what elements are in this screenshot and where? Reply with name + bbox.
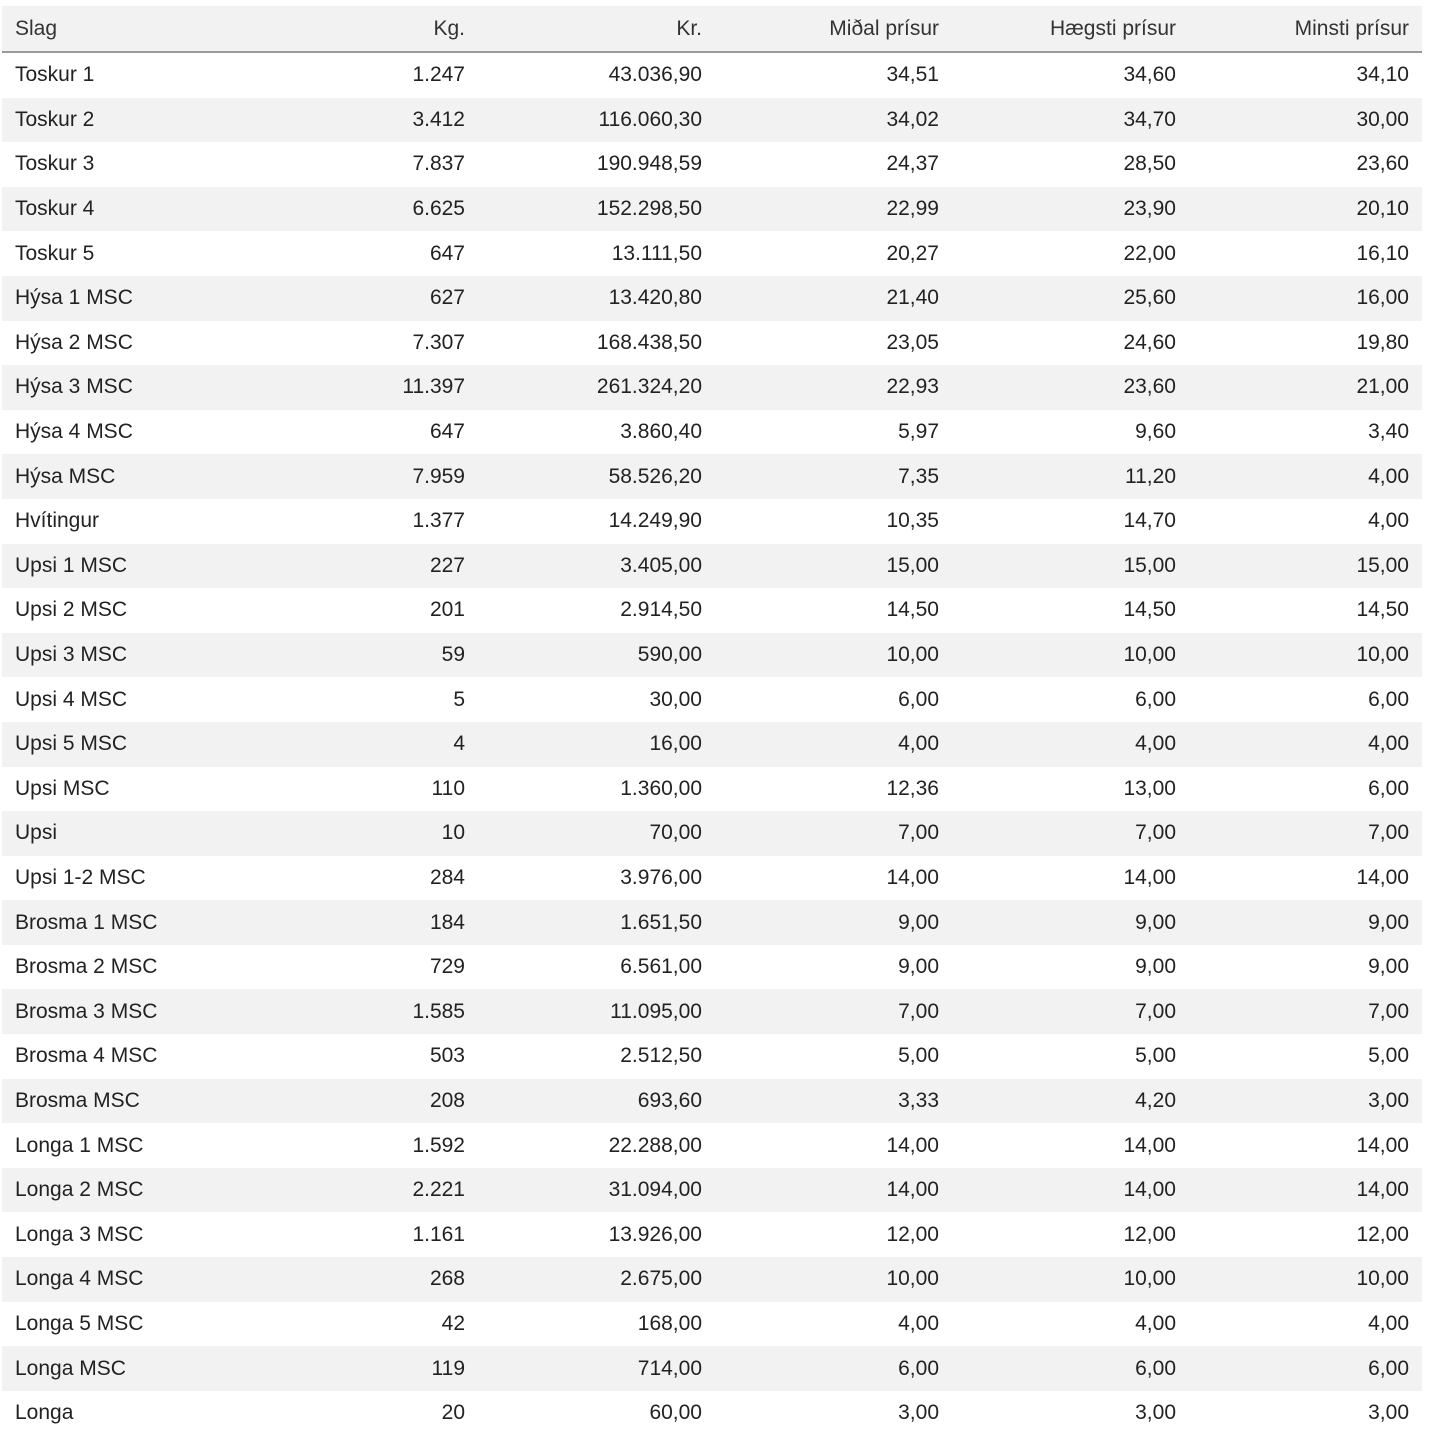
cell-average-price: 24,37 — [886, 152, 939, 176]
table-row — [2, 588, 1422, 633]
cell-kg: 59 — [242, 633, 478, 678]
cell-slag: Brosma 2 MSC — [15, 955, 158, 979]
cell-kg: 627 — [242, 276, 478, 321]
cell-slag: Upsi 1 MSC — [2, 544, 242, 589]
cell-kg: 284 — [429, 865, 465, 889]
table-row — [2, 900, 1422, 945]
cell-lowest-price: 14,00 — [1189, 1168, 1422, 1213]
table-row — [2, 321, 1422, 366]
cell-highest-price: 10,00 — [952, 633, 1189, 678]
cell-kg: 227 — [242, 544, 478, 589]
column-header-highest-price[interactable]: Hægsti prísur — [952, 6, 1189, 52]
cell-highest-price: 7,00 — [952, 811, 1189, 856]
cell-kr: 2.675,00 — [478, 1257, 715, 1302]
cell-kr: 70,00 — [478, 811, 715, 856]
cell-highest-price: 11,20 — [952, 454, 1189, 499]
cell-average-price: 34,02 — [715, 98, 952, 143]
cell-kr: 58.526,20 — [478, 454, 715, 499]
cell-average-price: 7,00 — [715, 989, 952, 1034]
table-row — [2, 1079, 1422, 1124]
cell-slag: Hýsa MSC — [2, 454, 242, 499]
table-row — [2, 945, 1422, 990]
cell-average-price: 5,00 — [898, 1044, 939, 1068]
cell-slag: Brosma 3 MSC — [2, 989, 242, 1034]
cell-lowest-price: 6,00 — [1189, 1346, 1422, 1391]
cell-kg: 4 — [242, 722, 478, 767]
cell-kr: 152.298,50 — [478, 187, 715, 232]
cell-slag: Toskur 4 — [2, 187, 242, 232]
cell-kg: 1.161 — [412, 1222, 465, 1246]
cell-highest-price: 5,00 — [1135, 1044, 1176, 1068]
cell-average-price: 12,00 — [886, 1222, 939, 1246]
cell-kg: 268 — [242, 1257, 478, 1302]
cell-kg: 208 — [242, 1079, 478, 1124]
cell-kr: 2.914,50 — [620, 598, 702, 622]
cell-lowest-price: 10,00 — [1189, 1257, 1422, 1302]
price-table — [2, 6, 1422, 1435]
table-row — [2, 633, 1422, 678]
cell-kr: 13.111,50 — [611, 241, 702, 265]
cell-kr: 11.095,00 — [478, 989, 715, 1034]
cell-lowest-price: 16,10 — [1356, 241, 1409, 265]
cell-kr: 14.249,90 — [608, 509, 702, 533]
table-row — [2, 1391, 1422, 1435]
cell-highest-price: 14,00 — [1123, 865, 1176, 889]
cell-lowest-price: 10,00 — [1189, 633, 1422, 678]
cell-average-price: 3,33 — [715, 1079, 952, 1124]
cell-slag: Longa 1 MSC — [15, 1133, 144, 1157]
cell-kr: 13.420,80 — [478, 276, 715, 321]
table-body — [2, 52, 1422, 1435]
column-header-lowest-price[interactable]: Minsti prísur — [1189, 6, 1422, 52]
cell-kr: 6.561,00 — [620, 955, 702, 979]
table-row — [2, 276, 1422, 321]
table-row — [2, 410, 1422, 455]
cell-lowest-price: 3,00 — [1189, 1079, 1422, 1124]
cell-highest-price: 3,00 — [1135, 1401, 1176, 1425]
cell-lowest-price: 6,00 — [1368, 687, 1409, 711]
table-row — [2, 1034, 1422, 1079]
cell-lowest-price: 19,80 — [1356, 330, 1409, 354]
cell-highest-price: 23,90 — [952, 187, 1189, 232]
cell-lowest-price: 4,00 — [1368, 1311, 1409, 1335]
cell-lowest-price: 16,00 — [1189, 276, 1422, 321]
table-header — [2, 6, 1422, 52]
cell-highest-price: 14,00 — [1123, 1133, 1176, 1157]
cell-lowest-price: 14,00 — [1356, 865, 1409, 889]
cell-slag: Longa MSC — [2, 1346, 242, 1391]
cell-highest-price: 9,00 — [1135, 955, 1176, 979]
cell-lowest-price: 23,60 — [1356, 152, 1409, 176]
cell-slag: Brosma MSC — [2, 1079, 242, 1124]
cell-kr: 16,00 — [478, 722, 715, 767]
table-row — [2, 677, 1422, 722]
table-row — [2, 365, 1422, 410]
cell-slag: Longa 3 MSC — [15, 1222, 144, 1246]
column-header-kg[interactable]: Kg. — [242, 6, 478, 52]
cell-lowest-price: 7,00 — [1189, 811, 1422, 856]
cell-lowest-price: 30,00 — [1189, 98, 1422, 143]
table-row — [2, 1168, 1422, 1213]
cell-lowest-price: 14,50 — [1356, 598, 1409, 622]
table-row — [2, 1257, 1422, 1302]
table-row — [2, 1123, 1422, 1168]
cell-highest-price: 24,60 — [1123, 330, 1176, 354]
cell-average-price: 14,00 — [715, 1168, 952, 1213]
cell-slag: Hýsa 1 MSC — [2, 276, 242, 321]
cell-highest-price: 6,00 — [952, 1346, 1189, 1391]
cell-kg: 6.625 — [242, 187, 478, 232]
cell-average-price: 14,50 — [886, 598, 939, 622]
cell-slag: Toskur 2 — [2, 98, 242, 143]
cell-average-price: 21,40 — [715, 276, 952, 321]
cell-slag: Hýsa 3 MSC — [2, 365, 242, 410]
cell-kg: 184 — [242, 900, 478, 945]
cell-kr: 2.512,50 — [620, 1044, 702, 1068]
cell-lowest-price: 15,00 — [1189, 544, 1422, 589]
cell-highest-price: 12,00 — [1123, 1222, 1176, 1246]
cell-kr: 1.360,00 — [620, 776, 702, 800]
cell-lowest-price: 14,00 — [1356, 1133, 1409, 1157]
cell-slag: Upsi MSC — [15, 776, 110, 800]
table-row — [2, 231, 1422, 276]
cell-slag: Toskur 5 — [15, 241, 95, 265]
cell-highest-price: 28,50 — [1123, 152, 1176, 176]
cell-slag: Hvítingur — [15, 509, 100, 533]
cell-lowest-price: 5,00 — [1368, 1044, 1409, 1068]
cell-kr: 43.036,90 — [608, 63, 702, 87]
cell-highest-price: 23,60 — [952, 365, 1189, 410]
cell-kr: 60,00 — [649, 1401, 702, 1425]
header-row — [2, 6, 1422, 52]
table-row — [2, 1212, 1422, 1257]
cell-slag: Upsi 2 MSC — [15, 598, 128, 622]
table-row — [2, 856, 1422, 901]
cell-kr: 13.926,00 — [608, 1222, 702, 1246]
cell-kg: 1.585 — [242, 989, 478, 1034]
cell-lowest-price: 7,00 — [1189, 989, 1422, 1034]
cell-highest-price: 25,60 — [952, 276, 1189, 321]
cell-highest-price: 14,70 — [1123, 509, 1176, 533]
cell-kr: 3.860,40 — [620, 420, 702, 444]
table-row — [2, 98, 1422, 143]
cell-kg: 5 — [453, 687, 465, 711]
cell-kr: 261.324,20 — [478, 365, 715, 410]
cell-average-price: 9,00 — [898, 955, 939, 979]
table-row — [2, 142, 1422, 187]
cell-average-price: 6,00 — [715, 1346, 952, 1391]
cell-kr: 31.094,00 — [478, 1168, 715, 1213]
cell-kg: 647 — [429, 420, 465, 444]
cell-highest-price: 34,60 — [1123, 63, 1176, 87]
cell-average-price: 22,93 — [715, 365, 952, 410]
cell-kr: 714,00 — [478, 1346, 715, 1391]
cell-kg: 647 — [429, 241, 465, 265]
table-row — [2, 1302, 1422, 1347]
cell-kg: 503 — [429, 1044, 465, 1068]
cell-kg: 7.959 — [242, 454, 478, 499]
cell-slag: Longa 4 MSC — [2, 1257, 242, 1302]
cell-kg: 1.592 — [412, 1133, 465, 1157]
cell-slag: Longa — [15, 1401, 74, 1425]
cell-average-price: 4,00 — [715, 722, 952, 767]
column-header-slag[interactable]: Slag — [2, 6, 242, 52]
cell-kr: 30,00 — [649, 687, 702, 711]
cell-slag: Upsi 3 MSC — [2, 633, 242, 678]
cell-average-price: 10,00 — [715, 633, 952, 678]
cell-average-price: 12,36 — [886, 776, 939, 800]
cell-average-price: 23,05 — [886, 330, 939, 354]
cell-kr: 590,00 — [478, 633, 715, 678]
table-row — [2, 767, 1422, 812]
cell-kr: 168.438,50 — [596, 330, 702, 354]
cell-average-price: 7,00 — [715, 811, 952, 856]
cell-highest-price: 13,00 — [1123, 776, 1176, 800]
cell-lowest-price: 9,00 — [1368, 955, 1409, 979]
cell-highest-price: 10,00 — [952, 1257, 1189, 1302]
cell-slag: Longa 2 MSC — [2, 1168, 242, 1213]
cell-lowest-price: 4,00 — [1189, 722, 1422, 767]
cell-kr: 116.060,30 — [478, 98, 715, 143]
cell-lowest-price: 20,10 — [1189, 187, 1422, 232]
cell-average-price: 10,00 — [715, 1257, 952, 1302]
cell-highest-price: 4,20 — [952, 1079, 1189, 1124]
cell-highest-price: 4,00 — [952, 722, 1189, 767]
cell-kg: 10 — [242, 811, 478, 856]
cell-lowest-price: 3,00 — [1368, 1401, 1409, 1425]
cell-highest-price: 14,50 — [1123, 598, 1176, 622]
cell-average-price: 4,00 — [898, 1311, 939, 1335]
cell-highest-price: 6,00 — [1135, 687, 1176, 711]
cell-slag: Toskur 1 — [15, 63, 95, 87]
cell-average-price: 22,99 — [715, 187, 952, 232]
cell-kr: 190.948,59 — [596, 152, 702, 176]
cell-kg: 201 — [429, 598, 465, 622]
cell-kg: 2.221 — [242, 1168, 478, 1213]
cell-lowest-price: 12,00 — [1356, 1222, 1409, 1246]
cell-lowest-price: 4,00 — [1368, 509, 1409, 533]
cell-kg: 20 — [441, 1401, 465, 1425]
cell-slag: Upsi 4 MSC — [15, 687, 128, 711]
cell-average-price: 20,27 — [886, 241, 939, 265]
cell-kr: 22.288,00 — [608, 1133, 702, 1157]
cell-kg: 1.247 — [412, 63, 465, 87]
cell-kr: 1.651,50 — [478, 900, 715, 945]
price-table-container — [2, 6, 1422, 1435]
cell-lowest-price: 9,00 — [1189, 900, 1422, 945]
cell-kg: 11.397 — [242, 365, 478, 410]
cell-kg: 729 — [429, 955, 465, 979]
table-row — [2, 989, 1422, 1034]
cell-slag: Upsi — [2, 811, 242, 856]
table-row — [2, 544, 1422, 589]
column-header-average-price[interactable]: Miðal prísur — [715, 6, 952, 52]
cell-slag: Longa 5 MSC — [15, 1311, 144, 1335]
table-row — [2, 499, 1422, 544]
column-header-kr[interactable]: Kr. — [478, 6, 715, 52]
cell-slag: Hýsa 4 MSC — [15, 420, 133, 444]
cell-kg: 7.837 — [412, 152, 465, 176]
cell-slag: Upsi 1-2 MSC — [15, 865, 146, 889]
cell-average-price: 15,00 — [715, 544, 952, 589]
cell-average-price: 14,00 — [886, 1133, 939, 1157]
cell-highest-price: 15,00 — [952, 544, 1189, 589]
cell-kg: 110 — [431, 776, 465, 800]
cell-kg: 7.307 — [412, 330, 465, 354]
cell-slag: Brosma 1 MSC — [2, 900, 242, 945]
cell-lowest-price: 3,40 — [1368, 420, 1409, 444]
cell-average-price: 10,35 — [886, 509, 939, 533]
cell-kr: 693,60 — [478, 1079, 715, 1124]
cell-kr: 168,00 — [637, 1311, 702, 1335]
cell-kg: 119 — [242, 1346, 478, 1391]
cell-slag: Brosma 4 MSC — [15, 1044, 158, 1068]
cell-slag: Toskur 3 — [15, 152, 95, 176]
cell-kg: 3.412 — [242, 98, 478, 143]
table-row — [2, 722, 1422, 767]
cell-lowest-price: 21,00 — [1189, 365, 1422, 410]
cell-average-price: 14,00 — [886, 865, 939, 889]
cell-slag: Upsi 5 MSC — [2, 722, 242, 767]
cell-highest-price: 9,60 — [1135, 420, 1176, 444]
cell-average-price: 5,97 — [898, 420, 939, 444]
cell-kg: 1.377 — [412, 509, 465, 533]
cell-kr: 3.976,00 — [620, 865, 702, 889]
table-row — [2, 1346, 1422, 1391]
cell-highest-price: 9,00 — [952, 900, 1189, 945]
table-row — [2, 811, 1422, 856]
cell-lowest-price: 34,10 — [1356, 63, 1409, 87]
cell-highest-price: 14,00 — [952, 1168, 1189, 1213]
cell-average-price: 7,35 — [715, 454, 952, 499]
cell-average-price: 34,51 — [886, 63, 939, 87]
cell-average-price: 6,00 — [898, 687, 939, 711]
cell-lowest-price: 6,00 — [1368, 776, 1409, 800]
cell-lowest-price: 4,00 — [1189, 454, 1422, 499]
cell-highest-price: 34,70 — [952, 98, 1189, 143]
table-row — [2, 187, 1422, 232]
cell-highest-price: 4,00 — [1135, 1311, 1176, 1335]
cell-kg: 42 — [441, 1311, 465, 1335]
cell-highest-price: 22,00 — [1123, 241, 1176, 265]
cell-average-price: 3,00 — [898, 1401, 939, 1425]
cell-average-price: 9,00 — [715, 900, 952, 945]
cell-highest-price: 7,00 — [952, 989, 1189, 1034]
cell-slag: Hýsa 2 MSC — [15, 330, 133, 354]
table-row — [2, 52, 1422, 98]
cell-kr: 3.405,00 — [478, 544, 715, 589]
table-row — [2, 454, 1422, 499]
